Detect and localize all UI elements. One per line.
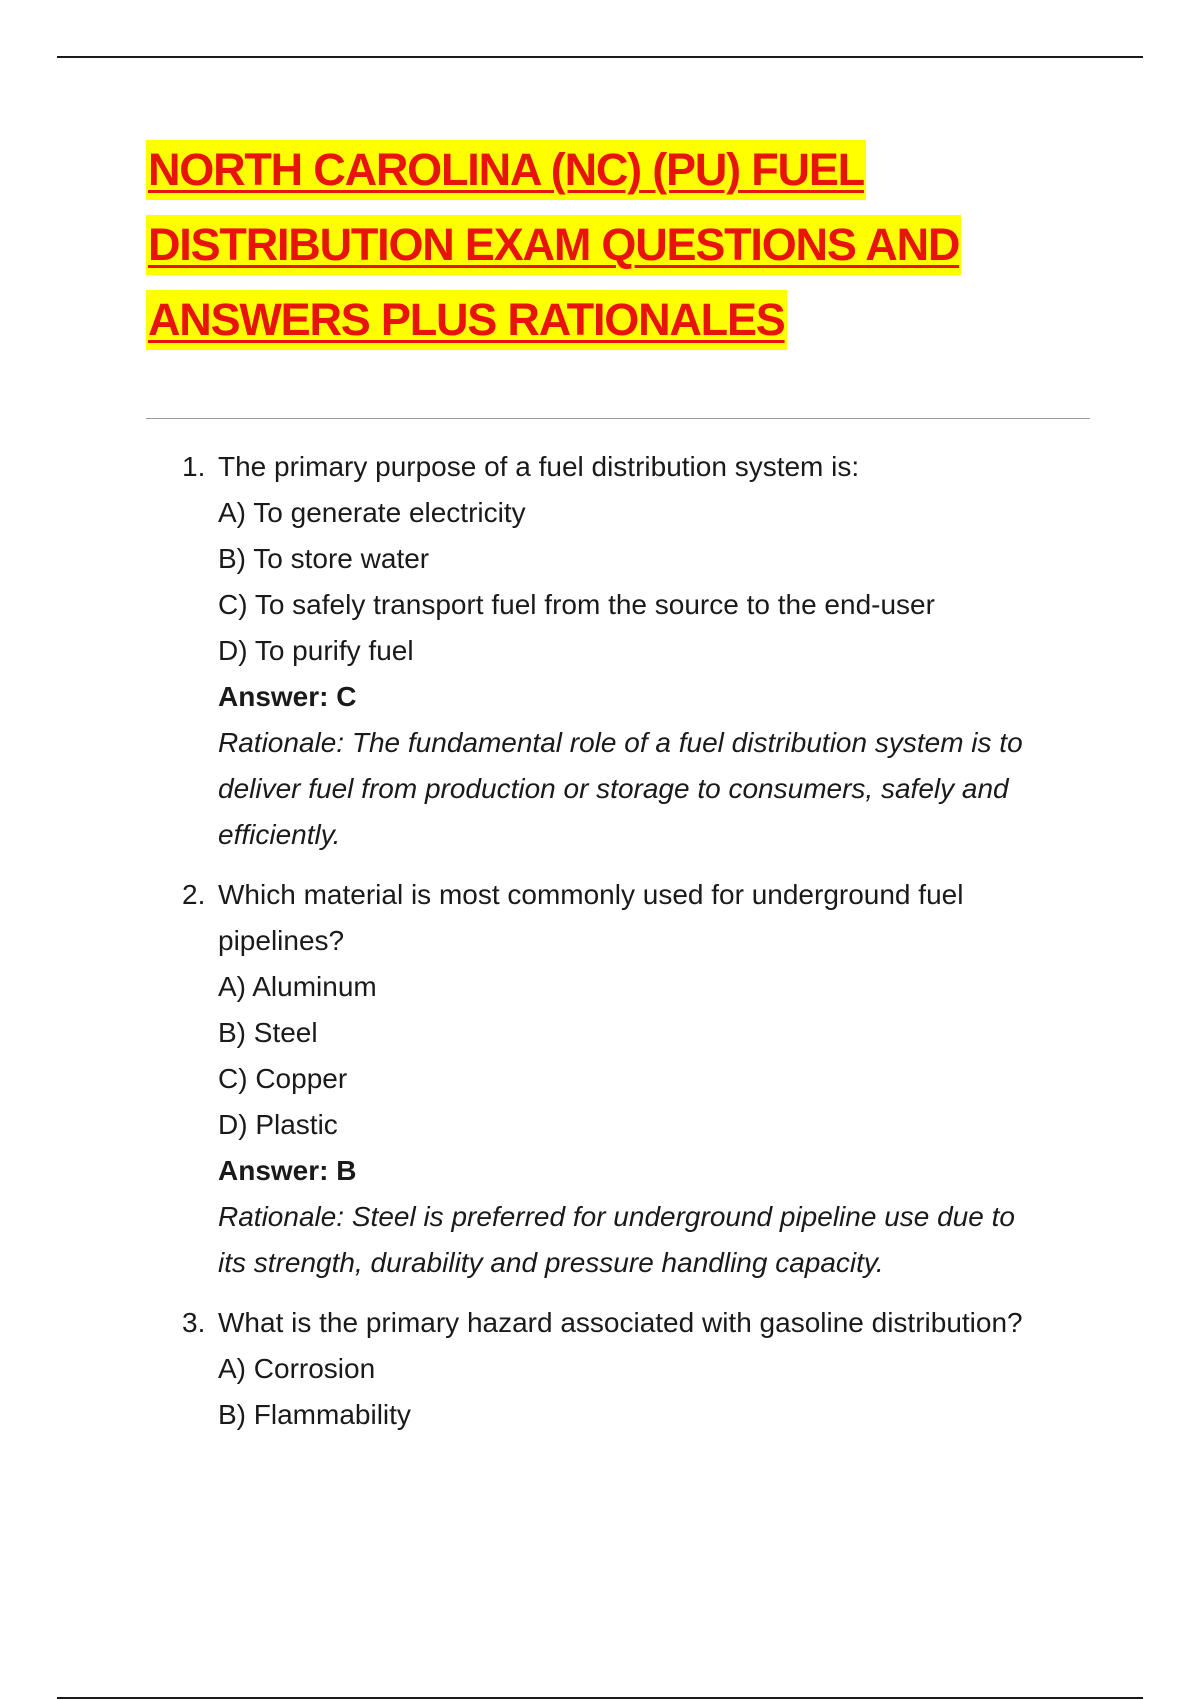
answer-label: Answer: C xyxy=(218,681,357,712)
answer-label: Answer: B xyxy=(218,1155,357,1186)
page-top-rule xyxy=(57,56,1143,58)
page-bottom-rule xyxy=(57,1697,1143,1699)
title-line xyxy=(146,290,1106,365)
question-number: 2. xyxy=(182,879,206,910)
option-b: B) Flammability xyxy=(218,1399,411,1430)
option-d: D) Plastic xyxy=(218,1109,338,1140)
title-line xyxy=(146,215,1106,290)
option-b: B) Steel xyxy=(218,1017,318,1048)
section-divider xyxy=(146,418,1090,419)
option-a: A) To generate electricity xyxy=(218,497,526,528)
question-text: What is the primary hazard associated with gasoline distribution? xyxy=(218,1307,1023,1338)
rationale-line: its strength, durability and pressure handling capacity. xyxy=(218,1247,884,1278)
rationale-line: Rationale: The fundamental role of a fuel distribution system is to xyxy=(218,727,1023,758)
option-a: A) Corrosion xyxy=(218,1353,376,1384)
option-a: A) Aluminum xyxy=(218,971,377,1002)
question-3 xyxy=(146,1300,1106,1438)
title-line xyxy=(146,140,1106,215)
title-line-3: ANSWERS PLUS RATIONALES xyxy=(146,290,787,350)
option-b: B) To store water xyxy=(218,543,430,574)
question-list xyxy=(146,444,1106,1452)
title-line-2: DISTRIBUTION EXAM QUESTIONS AND xyxy=(146,215,961,275)
question-1 xyxy=(146,444,1106,858)
title-line-1: NORTH CAROLINA (NC) (PU) FUEL xyxy=(146,140,866,200)
rationale-line: Rationale: Steel is preferred for underground pipeline use due to xyxy=(218,1201,1015,1232)
rationale-line: deliver fuel from production or storage to consumers, safely and xyxy=(218,773,1009,804)
question-text: The primary purpose of a fuel distribution system is: xyxy=(218,451,860,482)
rationale-line: efficiently. xyxy=(218,819,341,850)
question-text: Which material is most commonly used for underground fuel xyxy=(218,879,964,910)
option-c: C) Copper xyxy=(218,1063,348,1094)
question-number: 1. xyxy=(182,451,206,482)
question-2 xyxy=(146,872,1106,1286)
question-number: 3. xyxy=(182,1307,206,1338)
question-text: pipelines? xyxy=(218,925,345,956)
document-title xyxy=(146,140,1106,365)
option-c: C) To safely transport fuel from the source to the end-user xyxy=(218,589,935,620)
option-d: D) To purify fuel xyxy=(218,635,414,666)
